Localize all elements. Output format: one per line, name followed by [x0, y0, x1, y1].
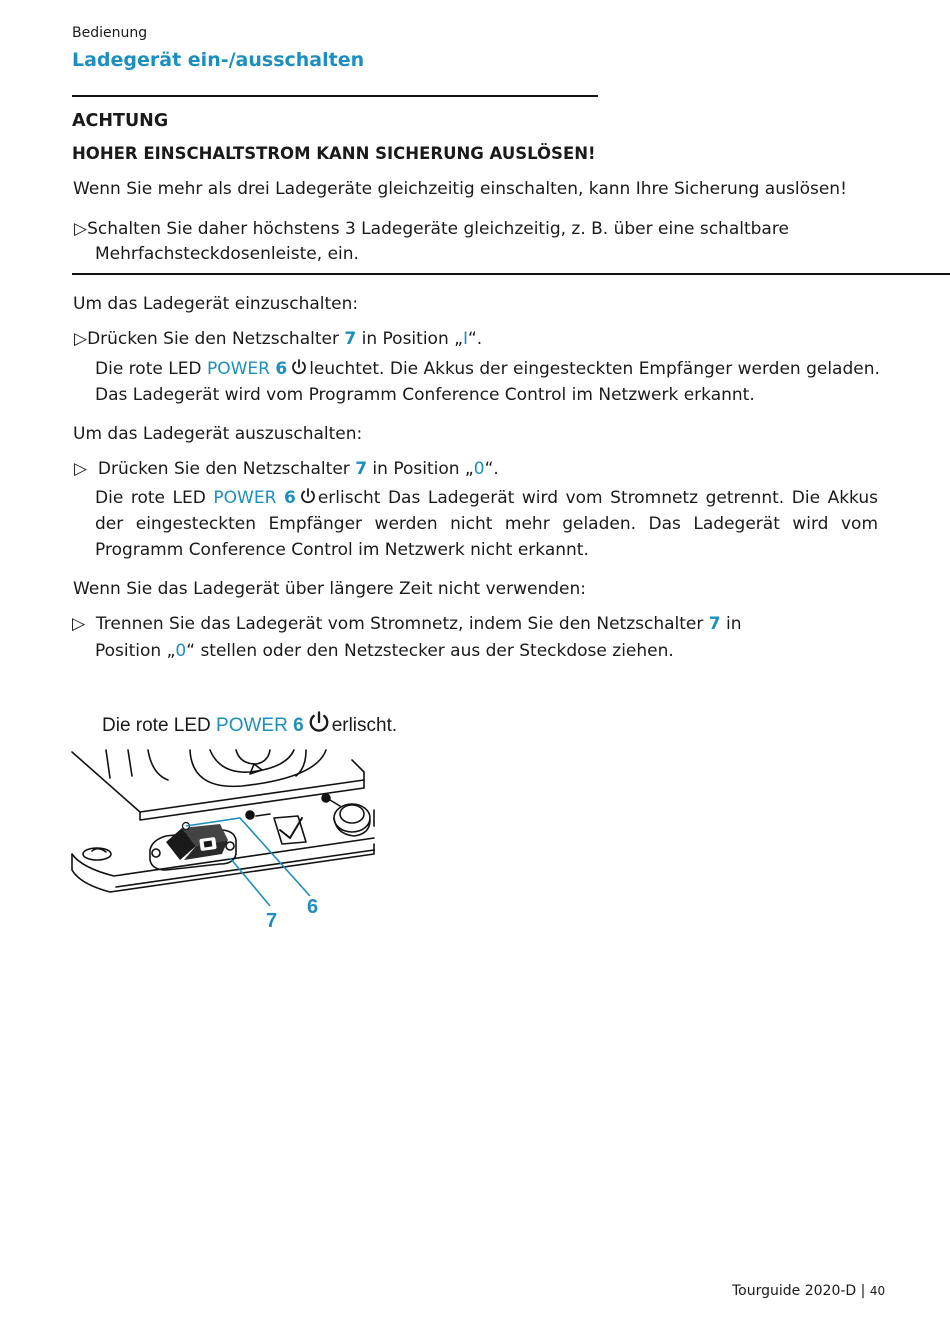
long-term-step: ▷ Trennen Sie das Ladegerät vom Stromnetz, indem Sie den Netzschalter 7 in [72, 614, 742, 634]
warning-step-line2: Mehrfachsteckdosenleiste, ein. [95, 244, 359, 264]
warning-heading: HOHER EINSCHALTSTROM KANN SICHERUNG AUSLÖSEN! [72, 144, 596, 163]
triangle-bullet-icon: ▷ [74, 459, 88, 479]
switch-on-result-line2: Das Ladegerät wird vom Programm Conference Control im Netzwerk erkannt. [95, 385, 755, 405]
long-term-intro: Wenn Sie das Ladegerät über längere Zeit nicht verwenden: [73, 579, 586, 599]
callout-6: 6 [307, 896, 319, 918]
section-label: Bedienung [72, 25, 148, 41]
page-title: Ladegerät ein-/ausschalten [72, 49, 365, 71]
footer-separator: | [860, 1283, 866, 1299]
switch-off-intro: Um das Ladegerät auszuschalten: [73, 424, 363, 444]
switch-off-step: ▷ Drücken Sie den Netzschalter 7 in Position „0“. [74, 459, 499, 479]
figure-caption: Die rote LED POWER 6 erlischt. [102, 711, 397, 737]
power-icon [291, 359, 307, 375]
footer-doc: Tourguide 2020-D [732, 1283, 857, 1299]
power-icon [308, 711, 330, 733]
triangle-bullet-icon: ▷ [74, 329, 88, 349]
warning-text: Wenn Sie mehr als drei Ladegeräte gleichzeitig einschalten, kann Ihre Sicherung auslösen! [73, 179, 847, 199]
warning-top-rule [72, 95, 598, 97]
charger-illustration [70, 746, 380, 936]
triangle-bullet-icon: ▷ [72, 614, 86, 634]
switch-on-result: Die rote LED POWER 6 leuchtet. Die Akkus der eingesteckten Empfänger werden geladen. [95, 359, 880, 379]
callout-7: 7 [266, 910, 278, 932]
switch-on-step: ▷Drücken Sie den Netzschalter 7 in Position „I“. [74, 329, 483, 349]
switch-on-intro: Um das Ladegerät einzuschalten: [73, 294, 359, 314]
warning-bottom-rule [72, 273, 950, 275]
triangle-bullet-icon: ▷ [74, 219, 88, 239]
power-icon [300, 488, 316, 504]
warning-step: ▷Schalten Sie daher höchstens 3 Ladegeräte gleichzeitig, z. B. über eine schaltbare [74, 219, 789, 239]
page-number: 40 [869, 1284, 886, 1298]
switch-off-result: Die rote LED POWER 6 erlischt Das Ladegerät wird vom Stromnetz getrennt. Die Akkus der eingesteckten Empfänger werden nicht mehr geladen. Das Ladegerät wird vom Programm Conference Control im Netzwerk nicht erkannt. [95, 488, 879, 560]
page-footer [732, 1283, 885, 1299]
long-term-step-line2: Position „0“ stellen oder den Netzstecker aus der Steckdose ziehen. [95, 641, 674, 661]
warning-label: ACHTUNG [72, 111, 169, 131]
